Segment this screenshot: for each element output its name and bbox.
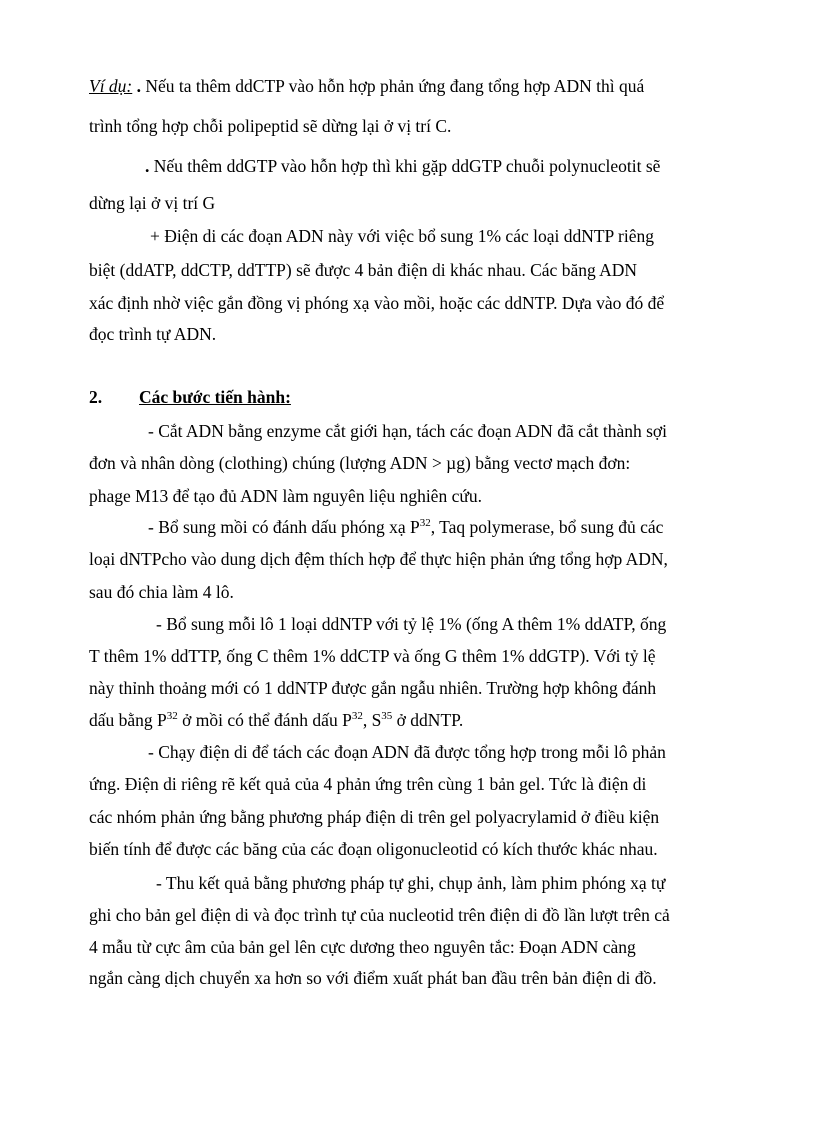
step2-line-3: sau đó chia làm 4 lô.: [89, 582, 234, 602]
electro-line-1: + Điện di các đoạn ADN này với việc bổ sung 1% các loại ddNTP riêng: [150, 226, 654, 246]
superscript: 32: [419, 517, 431, 530]
superscript: 35: [381, 710, 393, 723]
step1-line-1: - Cắt ADN bằng enzyme cắt giới hạn, tách các đoạn ADN đã cắt thành sợi: [148, 421, 668, 441]
step4-line-2: ứng. Điện di riêng rẽ kết quả của 4 phản ứng trên cùng 1 bản gel. Tức là điện di: [89, 774, 647, 794]
step1-line-2: đơn và nhân dòng (clothing) chúng (lượng ADN > µg) bằng vectơ mạch đơn:: [89, 453, 631, 473]
text: - Bổ sung mồi có đánh dấu phóng xạ P: [148, 517, 420, 537]
example-label: Ví dụ:: [89, 76, 133, 96]
text: Nếu thêm ddGTP vào hỗn hợp thì khi gặp ddGTP chuỗi polynucleotit sẽ: [149, 156, 661, 176]
step3-line-4: [89, 709, 463, 731]
electro-line-2: biệt (ddATP, ddCTP, ddTTP) sẽ được 4 bản điện di khác nhau. Các băng ADN: [89, 260, 638, 280]
step5-line-2: ghi cho bản gel điện di và đọc trình tự của nucleotid trên điện di đồ lần lượt trên cả: [89, 905, 670, 925]
step1-line-3: phage M13 để tạo đủ ADN làm nguyên liệu nghiên cứu.: [89, 486, 482, 506]
step3-line-3: này thỉnh thoảng mới có 1 ddNTP được gắn ngẫu nhiên. Trường hợp không đánh: [89, 678, 657, 698]
text: , Taq polymerase, bổ sung đủ các: [430, 517, 664, 537]
step2-line-2: loại dNTPcho vào dung dịch đệm thích hợp để thực hiện phản ứng tổng hợp ADN,: [89, 549, 668, 569]
step5-line-3: 4 mẫu từ cực âm của bản gel lên cực dương theo nguyên tắc: Đoạn ADN càng: [89, 937, 636, 957]
superscript: 32: [166, 710, 178, 723]
section-title: Các bước tiến hành:: [139, 387, 291, 407]
bullet-dot: .: [136, 76, 142, 96]
example-line-2: trình tổng hợp chỗi polipeptid sẽ dừng lại ở vị trí C.: [89, 116, 452, 136]
bullet-dot: .: [145, 156, 150, 176]
example-line-4: dừng lại ở vị trí G: [89, 193, 216, 213]
superscript: 32: [351, 710, 363, 723]
text: dấu bằng P: [89, 710, 167, 730]
step3-line-2: T thêm 1% ddTTP, ống C thêm 1% ddCTP và ống G thêm 1% ddGTP). Với tỷ lệ: [89, 646, 656, 666]
step4-line-4: biến tính để được các băng của các đoạn oligonucleotid có kích thước khác nhau.: [89, 839, 658, 859]
text: , S: [362, 710, 382, 730]
electro-line-3: xác định nhờ việc gắn đồng vị phóng xạ vào mồi, hoặc các ddNTP. Dựa vào đó để: [89, 293, 665, 313]
example-line-1: [89, 75, 644, 97]
step2-line-1: [148, 516, 663, 538]
section-number: 2.: [89, 387, 103, 407]
example-line-3: [145, 155, 660, 177]
text: ở mồi có thể đánh dấu P: [177, 710, 352, 730]
step5-line-1: - Thu kết quả bằng phương pháp tự ghi, chụp ảnh, làm phim phóng xạ tự: [156, 873, 666, 893]
text: Nếu ta thêm ddCTP vào hỗn hợp phản ứng đang tổng hợp ADN thì quá: [141, 76, 645, 96]
text: ở ddNTP.: [392, 710, 464, 730]
step3-line-1: - Bổ sung mỗi lô 1 loại ddNTP với tỷ lệ 1% (ống A thêm 1% ddATP, ống: [156, 614, 667, 634]
step5-line-4: ngắn càng dịch chuyển xa hơn so với điểm xuất phát ban đầu trên bản điện di đồ.: [89, 968, 657, 988]
electro-line-4: đọc trình tự ADN.: [89, 324, 217, 344]
step4-line-3: các nhóm phản ứng bằng phương pháp điện di trên gel polyacrylamid ở điều kiện: [89, 807, 660, 827]
step4-line-1: - Chạy điện di để tách các đoạn ADN đã được tổng hợp trong mỗi lô phản: [148, 742, 666, 762]
